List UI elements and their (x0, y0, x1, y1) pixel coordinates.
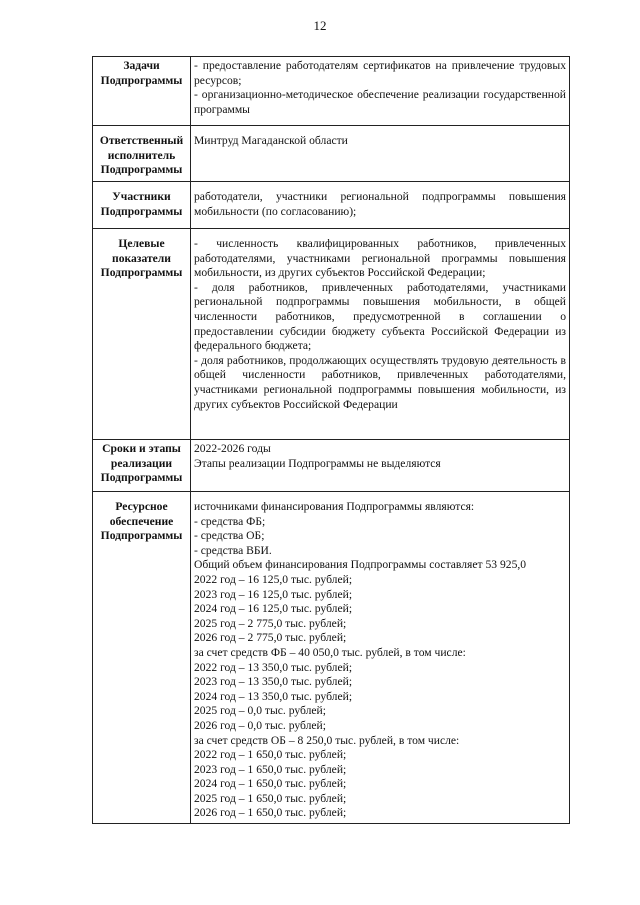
row-content-tasks (191, 57, 570, 126)
table-row-participants (93, 182, 570, 229)
funding-line: 2023 год – 1 650,0 тыс. рублей; (194, 762, 347, 776)
timeline-years: 2022-2026 годы (194, 442, 271, 455)
indicator-item: - доля работников, продолжающих осуществлять трудовую деятельность в общей численности работников, привлеченных работодателями, участниками региональной подпрограммы повышения мобильности, из других субъектов Российской Федерации (194, 353, 566, 411)
row-label-timeline: Сроки и этапы реализации Подпрограммы (93, 440, 191, 492)
funding-line: 2025 год – 2 775,0 тыс. рублей; (194, 616, 347, 630)
funding-line: 2026 год – 1 650,0 тыс. рублей; (194, 806, 347, 820)
indicator-item: - численность квалифицированных работников, привлеченных работодателями, участниками региональной программы повышения мобильности, из других субъектов Российской Федерации; (194, 237, 566, 280)
row-label-participants: Участники Подпрограммы (93, 182, 191, 229)
row-label-indicators: Целевые показатели Подпрограммы (93, 229, 191, 440)
funding-line: 2025 год – 1 650,0 тыс. рублей; (194, 791, 347, 805)
funding-line: 2026 год – 2 775,0 тыс. рублей; (194, 631, 347, 645)
executor-text: Минтруд Магаданской области (194, 134, 348, 147)
timeline-stages: Этапы реализации Подпрограммы не выделяются (194, 456, 441, 470)
funding-line: 2022 год – 13 350,0 тыс. рублей; (194, 660, 353, 674)
funding-line: 2024 год – 13 350,0 тыс. рублей; (194, 689, 353, 703)
funding-line: 2024 год – 16 125,0 тыс. рублей; (194, 602, 353, 616)
table-row-tasks (93, 57, 570, 126)
funding-line: 2024 год – 1 650,0 тыс. рублей; (194, 777, 347, 791)
funding-line: 2023 год – 16 125,0 тыс. рублей; (194, 587, 353, 601)
row-label-funding: Ресурсное обеспечение Подпрограммы (93, 492, 191, 824)
table-row-executor (93, 126, 570, 182)
funding-line: за счет средств ОБ – 8 250,0 тыс. рублей, в том числе: (194, 733, 460, 747)
passport-table (92, 56, 570, 824)
funding-line: - средства ОБ; (194, 529, 265, 543)
funding-line: за счет средств ФБ – 40 050,0 тыс. рублей, в том числе: (194, 645, 466, 659)
page-number: 12 (313, 18, 327, 33)
funding-line: 2025 год – 0,0 тыс. рублей; (194, 704, 326, 718)
row-content-participants (191, 182, 570, 229)
table-row-indicators (93, 229, 570, 440)
indicator-item: - доля работников, привлеченных работодателями, участниками региональной подпрограммы повышения мобильности, в общей численности работников, предусмотренной в соглашении о предоставлении субсидии бюджету субъекта Российской Федерации из федерального бюджета; (194, 280, 566, 353)
row-content-indicators (191, 229, 570, 440)
row-label-tasks: Задачи Подпрограммы (93, 57, 191, 126)
funding-line: - средства ФБ; (194, 514, 266, 528)
funding-line: источниками финансирования Подпрограммы являются: (194, 500, 475, 513)
task-item: - организационно-методическое обеспечение реализации государственной программы (194, 88, 566, 116)
task-item: - предоставление работодателям сертификатов на привлечение трудовых ресурсов; (194, 59, 566, 87)
row-content-funding (191, 492, 570, 824)
funding-line: - средства ВБИ. (194, 543, 272, 557)
row-label-executor: Ответственный исполнитель Подпрограммы (93, 126, 191, 182)
row-content-timeline (191, 440, 570, 492)
row-content-executor (191, 126, 570, 182)
funding-line: Общий объем финансирования Подпрограммы составляет 53 925,0 (194, 558, 527, 572)
table-row-funding (93, 492, 570, 824)
funding-line: 2023 год – 13 350,0 тыс. рублей; (194, 675, 353, 689)
funding-line: 2022 год – 1 650,0 тыс. рублей; (194, 748, 347, 762)
funding-line: 2022 год – 16 125,0 тыс. рублей; (194, 572, 353, 586)
participants-text: работодатели, участники региональной подпрограммы повышения мобильности (по согласованию); (194, 190, 566, 218)
table-row-timeline (93, 440, 570, 492)
funding-line: 2026 год – 0,0 тыс. рублей; (194, 718, 326, 732)
